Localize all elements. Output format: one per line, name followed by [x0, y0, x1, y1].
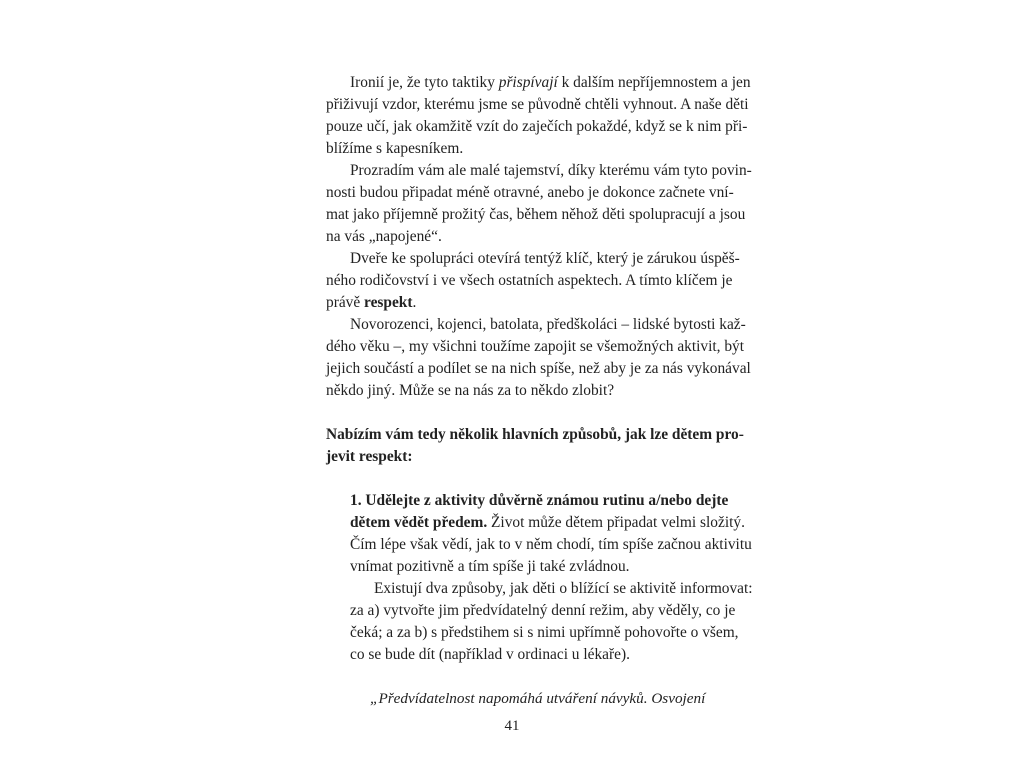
bold-text: dětem vědět předem.: [350, 514, 488, 531]
paragraph-4-line-1: Novorozenci, kojenci, batolata, předškoláci – lidské bytosti kaž-: [350, 316, 746, 333]
page-number: 41: [504, 718, 520, 734]
list-item-1-line-4: vnímat pozitivně a tím spíše ji také zvládnou.: [350, 558, 630, 575]
paragraph-1-line-2: přiživují vzdor, kterému jsme se původně chtěli vyhnout. A naše děti: [326, 96, 749, 113]
paragraph-2-line-2: nosti budou připadat méně otravné, anebo je dokonce začnete vní-: [326, 184, 734, 201]
list-item-1-line-3: Čím lépe však vědí, jak to v něm chodí, tím spíše začnou aktivitu: [350, 536, 752, 553]
paragraph-3-line-3: [326, 292, 720, 314]
text-run: právě: [326, 294, 365, 311]
list-item-1-para-2-line-2: za a) vytvořte jim předvídatelný denní režim, aby věděly, co je: [350, 602, 736, 619]
paragraph-4-line-4: někdo jiný. Může se na nás za to někdo zlobit?: [326, 382, 615, 399]
paragraph-2-line-1: Prozradím vám ale malé tajemství, díky kterému vám tyto povin-: [350, 162, 752, 179]
italic-text: přispívají: [498, 74, 558, 91]
paragraph-2-line-3: mat jako příjemně prožitý čas, během něhož děti spolupracují a jsou: [326, 206, 746, 223]
paragraph-1-line-3: pouze učí, jak okamžitě vzít do zaječích pokaždé, když se k nim při-: [326, 118, 748, 135]
bold-text: respekt: [364, 294, 413, 311]
list-item-1-line-1: 1. Udělejte z aktivity důvěrně známou rutinu a/nebo dejte: [350, 492, 729, 509]
paragraph-3-line-1: Dveře ke spolupráci otevírá tentýž klíč, který je zárukou úspěš-: [350, 250, 740, 267]
text-run: k dalším nepříjemnostem a jen: [557, 74, 751, 91]
text-run: .: [412, 294, 417, 311]
paragraph-1-line-1: [350, 72, 751, 94]
paragraph-4-line-3: jejich součástí a podílet se na nich spíše, než aby je za nás vykonával: [326, 360, 751, 377]
paragraph-1-line-4: blížíme s kapesníkem.: [326, 140, 464, 157]
list-item-1-para-2-line-3: čeká; a za b) s předstihem si s nimi upřímně pohovořte o všem,: [350, 624, 739, 641]
list-item-1-para-2-line-4: co se bude dít (například v ordinaci u lékaře).: [350, 646, 630, 663]
text-run: Život může dětem připadat velmi složitý.: [487, 514, 745, 531]
section-heading-line-2: jevit respekt:: [326, 448, 413, 465]
section-heading-line-1: Nabízím vám tedy několik hlavních způsobů, jak lze dětem pro-: [326, 426, 744, 443]
list-item-1-para-2-line-1: Existují dva způsoby, jak děti o blížící se aktivitě informovat:: [374, 580, 753, 597]
paragraph-2-line-4: na vás „napojené“.: [326, 228, 442, 245]
paragraph-3-line-2: ného rodičovství i ve všech ostatních aspektech. A tímto klíčem je: [326, 272, 733, 289]
list-item-1-line-2: [350, 512, 745, 534]
quote-line-1: „Předvídatelnost napomáhá utváření návyků. Osvojení: [370, 690, 706, 707]
paragraph-4-line-2: dého věku –, my všichni toužíme zapojit se všemožných aktivit, být: [326, 338, 745, 355]
text-run: Ironií je, že tyto taktiky: [350, 74, 499, 91]
